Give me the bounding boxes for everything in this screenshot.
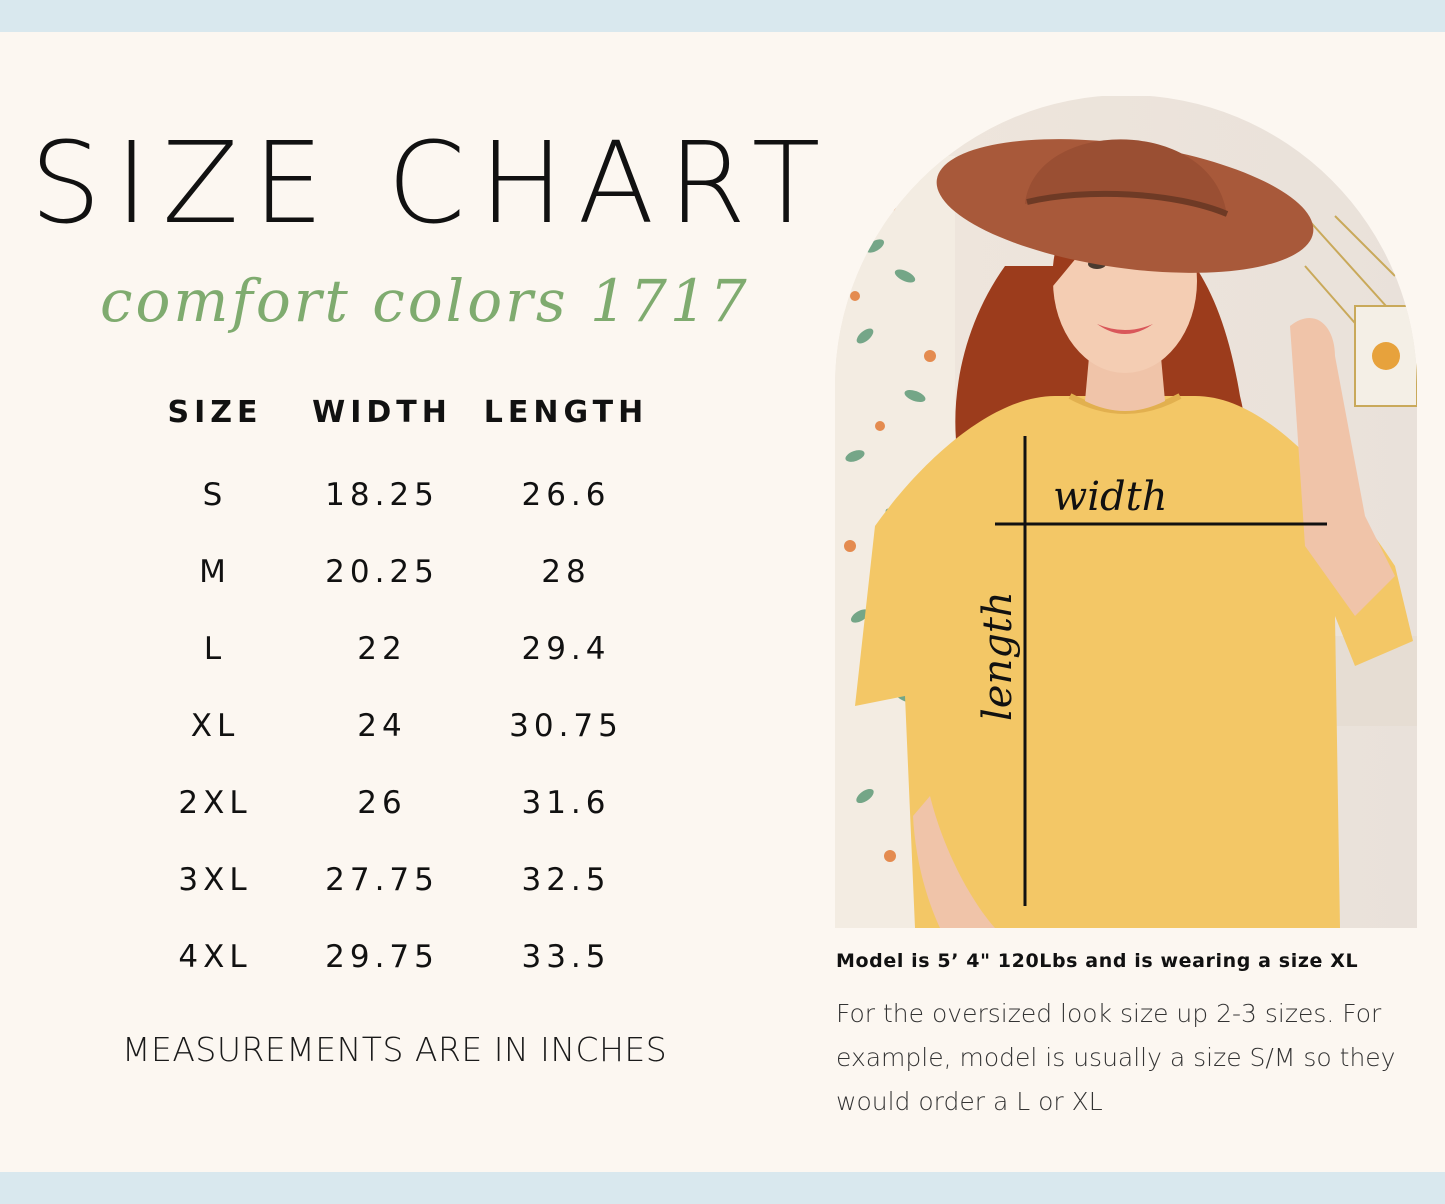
size-cell: 3XL bbox=[178, 861, 252, 898]
size-cell: XL bbox=[190, 707, 240, 744]
page-title: SIZE CHART bbox=[30, 119, 835, 249]
size-table bbox=[120, 390, 680, 995]
table-row bbox=[120, 610, 680, 687]
width-cell: 18.25 bbox=[325, 476, 439, 513]
model-photo bbox=[835, 96, 1417, 928]
header-width: WIDTH bbox=[312, 394, 452, 430]
bottom-band bbox=[0, 1172, 1445, 1204]
size-cell: S bbox=[202, 476, 228, 513]
table-row bbox=[120, 533, 680, 610]
table-row bbox=[120, 687, 680, 764]
width-cell: 27.75 bbox=[325, 861, 439, 898]
length-label: length bbox=[975, 591, 1021, 721]
units-note: MEASUREMENTS ARE IN INCHES bbox=[122, 1030, 668, 1069]
width-cell: 20.25 bbox=[325, 553, 439, 590]
sizing-tip: For the oversized look size up 2-3 sizes. For example, model is usually a size S/M so they would order a L or XL bbox=[836, 999, 1396, 1116]
length-cell: 31.6 bbox=[521, 784, 611, 821]
model-info: Model is 5’ 4" 120Lbs and is wearing a size XL bbox=[836, 950, 1359, 972]
width-cell: 26 bbox=[357, 784, 407, 821]
table-row bbox=[120, 841, 680, 918]
length-cell: 30.75 bbox=[509, 707, 623, 744]
length-cell: 32.5 bbox=[521, 861, 611, 898]
length-cell: 26.6 bbox=[521, 476, 611, 513]
table-row bbox=[120, 918, 680, 995]
length-cell: 29.4 bbox=[521, 630, 611, 667]
size-cell: M bbox=[199, 553, 231, 590]
width-cell: 29.75 bbox=[325, 938, 439, 975]
length-cell: 33.5 bbox=[521, 938, 611, 975]
length-cell: 28 bbox=[541, 553, 591, 590]
header-length: LENGTH bbox=[483, 394, 649, 430]
product-subtitle: comfort colors 1717 bbox=[100, 267, 750, 335]
width-cell: 24 bbox=[357, 707, 407, 744]
table-header-row bbox=[120, 390, 680, 434]
table-row bbox=[120, 764, 680, 841]
header-size: SIZE bbox=[167, 394, 263, 430]
butterfly-icon bbox=[1372, 342, 1400, 370]
table-row bbox=[120, 456, 680, 533]
size-cell: 2XL bbox=[178, 784, 252, 821]
top-band bbox=[0, 0, 1445, 32]
width-cell: 22 bbox=[357, 630, 407, 667]
size-cell: L bbox=[203, 630, 227, 667]
width-label: width bbox=[1053, 474, 1168, 520]
size-cell: 4XL bbox=[178, 938, 252, 975]
